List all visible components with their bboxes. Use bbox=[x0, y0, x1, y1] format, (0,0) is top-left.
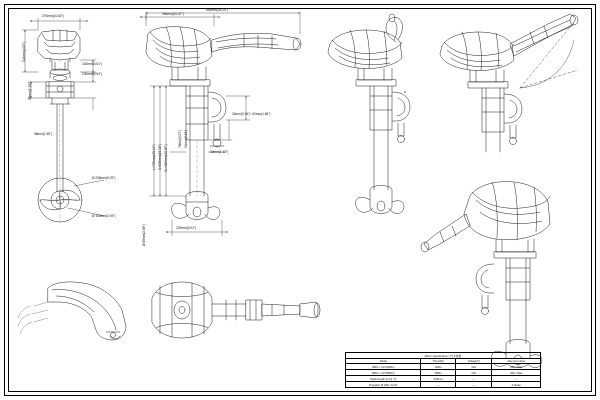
bracket-detail bbox=[18, 282, 126, 340]
cell: 12V bbox=[456, 364, 492, 370]
cell: Propeller Ø 236 / 9.29" bbox=[346, 382, 421, 388]
iso-view-2 bbox=[440, 14, 578, 152]
dim-front-stack-b: 100mm(3.94") bbox=[82, 72, 103, 76]
col-header-thrust: Thrust/lbs bbox=[421, 359, 456, 364]
dim-shaft-length-3: XL=835mm(32.87") bbox=[164, 144, 168, 172]
spec-table-body bbox=[346, 364, 541, 388]
cell: 40A / Max bbox=[492, 370, 541, 376]
dim-side-overall-width: 895mm(35.24") bbox=[206, 8, 228, 12]
iso-view-3 bbox=[421, 182, 550, 368]
angle-label: α bbox=[404, 90, 406, 94]
dim-prop-width: 229mm(9.02") bbox=[176, 226, 197, 230]
dim-front-height-30: 30mm(1.18") bbox=[28, 81, 32, 100]
dim-bracket-h1: 78mm(3.07") bbox=[178, 129, 182, 148]
dim-front-stack-c: 38mm(1.50") bbox=[34, 132, 53, 136]
dim-shaft-length-1: L=735mm(28.94") bbox=[152, 144, 156, 170]
iso-view-1 bbox=[328, 14, 410, 214]
cell: 2 blade bbox=[492, 382, 541, 388]
dim-front-width: 275mm(10.83") bbox=[42, 14, 64, 18]
cell: 55lbs / 12V(55lbs) bbox=[346, 370, 421, 376]
dim-transom-range: 24mm(0.94")~42mm(1.65") bbox=[232, 112, 271, 116]
cell: — bbox=[456, 382, 492, 388]
cell: 46lbs / 12V(46lbs) bbox=[346, 364, 421, 370]
dim-front-stack-a: 140mm(5.51") bbox=[82, 62, 103, 66]
dim-prop-diameter: Ø 236mm(9.29") bbox=[92, 176, 116, 180]
spec-table-caption: Motor specification / 技术参数 bbox=[346, 353, 541, 359]
spec-table bbox=[345, 352, 541, 388]
col-header-model: Model bbox=[346, 359, 421, 364]
spec-table-head bbox=[346, 353, 541, 364]
cell: 32A / Max bbox=[492, 364, 541, 370]
tilt-swing-arc bbox=[520, 22, 578, 88]
cell: 46lbs bbox=[421, 364, 456, 370]
dim-hub-diameter: Ø 100mm(3.94") bbox=[92, 214, 116, 218]
table-row bbox=[346, 382, 541, 388]
top-view bbox=[152, 282, 320, 338]
cell: 635mm bbox=[421, 376, 456, 382]
cell: — bbox=[421, 382, 456, 388]
dim-bracket-h2: 54mm(2.13") bbox=[184, 129, 188, 148]
side-view-left bbox=[146, 27, 301, 220]
front-view bbox=[38, 30, 82, 222]
cell: 55lbs bbox=[421, 370, 456, 376]
cell: Shaft length (mm) / S bbox=[346, 376, 421, 382]
dim-shaft-length-2: S=635mm(25.00") bbox=[158, 144, 162, 170]
cell: 12V bbox=[456, 370, 492, 376]
cell: — bbox=[492, 376, 541, 382]
dim-depth-note: Ø 68mm(2.68") bbox=[142, 224, 146, 246]
dim-bracket-h3: 30mm(1.18") bbox=[210, 150, 229, 154]
col-header-amps: Max Amp draw bbox=[492, 359, 541, 364]
dim-front-height-left: 104mm(4.09") bbox=[22, 41, 26, 62]
cell: — bbox=[456, 376, 492, 382]
dim-side-upper-width: 266mm(10.47") bbox=[162, 12, 184, 16]
col-header-voltage: Voltage(V) bbox=[456, 359, 492, 364]
